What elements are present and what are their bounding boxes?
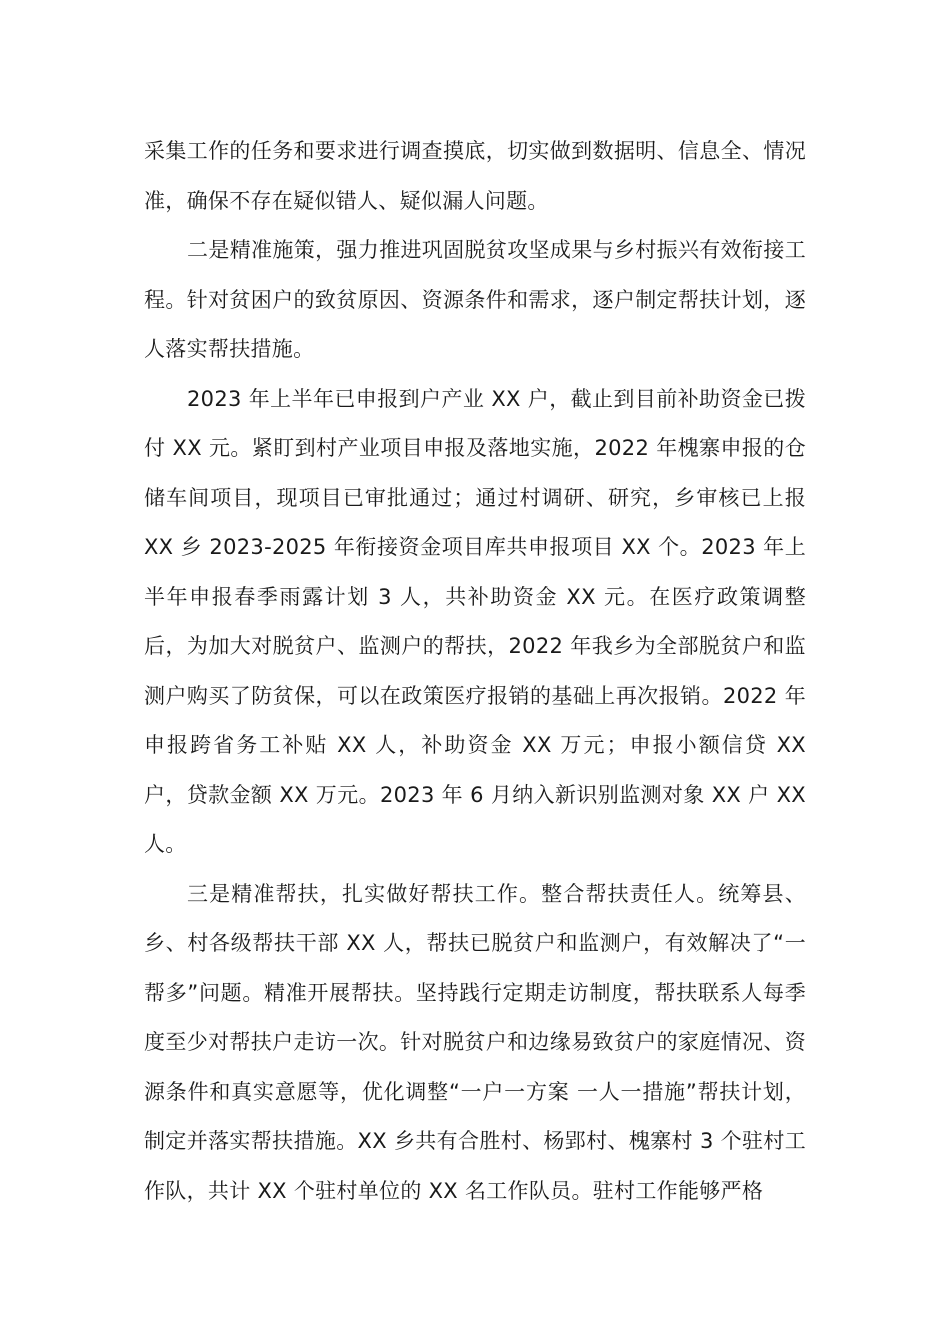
- paragraph-2023-report: 2023 年上半年已申报到户产业 XX 户，截止到目前补助资金已拨付 XX 元。紧盯到村产业项目申报及落地实施，2022 年槐寨申报的仓储车间项目，现项目已审批通过；通过村调研、研究，乡审核已上报 XX 乡 2023-2025 年衔接资金项目库共申报项目 XX 个。2023 年上半年申报春季雨露计划 3 人，共补助资金 XX 元。在医疗政策调整后，为加大对脱贫户、监测户的帮扶，2022 年我乡为全部脱贫户和监测户购买了防贫保，可以在政策医疗报销的基础上再次报销。2022 年申报跨省务工补贴 XX 人，补助资金 XX 万元；申报小额信贷 XX 户，贷款金额 XX 万元。2023 年 6 月纳入新识别监测对象 XX 户 XX 人。: [144, 386, 806, 856]
- paragraph-precise-assistance: 三是精准帮扶，扎实做好帮扶工作。整合帮扶责任人。统筹县、乡、村各级帮扶干部 XX 人，帮扶已脱贫户和监测户，有效解决了“一帮多”问题。精准开展帮扶。坚持践行定期走访制度，帮扶联系人每季度至少对帮扶户走访一次。针对脱贫户和边缘易致贫户的家庭情况、资源条件和真实意愿等，优化调整“一户一方案 一人一措施”帮扶计划，制定并落实帮扶措施。XX 乡共有合胜村、杨郢村、槐寨村 3 个驻村工作队，共计 XX 个驻村单位的 XX 名工作队员。驻村工作能够严格: [144, 881, 806, 1203]
- document-body: [144, 127, 806, 1216]
- paragraph-precise-policy: 二是精准施策，强力推进巩固脱贫攻坚成果与乡村振兴有效衔接工程。针对贫困户的致贫原因、资源条件和需求，逐户制定帮扶计划，逐人落实帮扶措施。: [144, 238, 806, 361]
- paragraph-continuation: 采集工作的任务和要求进行调查摸底，切实做到数据明、信息全、情况准，确保不存在疑似错人、疑似漏人问题。: [144, 139, 806, 213]
